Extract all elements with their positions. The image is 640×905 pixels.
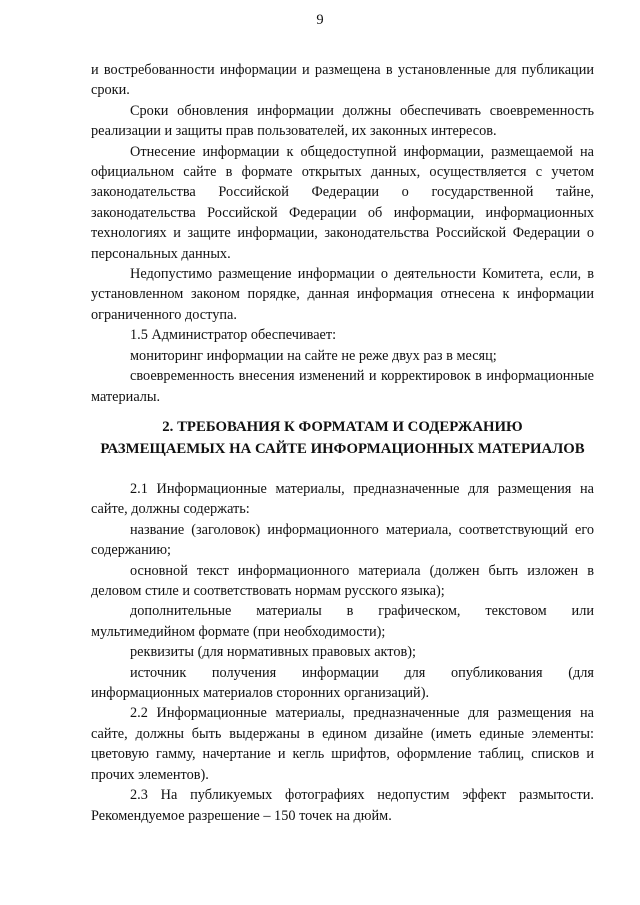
paragraph-open-data: Отнесение информации к общедоступной информации, размещаемой на официальном сайте в формате открытых данных, осуществляется с учетом законодательства Российской Федерации о государственной тайне, законодательства Российской Федерации об информации, информационных технологиях и защите информации, законодательства Российской Федерации о персональных данных. [91, 143, 594, 262]
heading-line-2: РАЗМЕЩАЕМЫХ НА САЙТЕ ИНФОРМАЦИОННЫХ МАТЕРИАЛОВ [100, 441, 585, 457]
paragraph-update-terms: Сроки обновления информации должны обеспечивать своевременность реализации и защиты прав пользователей, их законных интересов. [91, 102, 594, 140]
page-number: 9 [316, 12, 324, 28]
paragraph-title-item: название (заголовок) информационного материала, соответствующий его содержанию; [91, 521, 594, 559]
paragraph-2-3: 2.3 На публикуемых фотографиях недопустим эффект размытости. Рекомендуемое разрешение – 150 точек на дюйм. [91, 787, 594, 824]
section-1-body [91, 60, 594, 407]
paragraph-timely-updates: своевременность внесения изменений и корректировок в информационные материалы. [91, 368, 594, 405]
paragraph-monitoring: мониторинг информации на сайте не реже двух раз в месяц; [130, 347, 497, 364]
paragraph-restricted-info: Недопустимо размещение информации о деятельности Комитета, если, в установленном законом порядке, данная информация отнесена к информации ограниченного доступа. [91, 266, 594, 323]
paragraph-additional-materials-item: дополнительные материалы в графическом, текстовом или мультимедийном формате (при необходимости); [91, 603, 594, 640]
paragraph-main-text-item: основной текст информационного материала (должен быть изложен в деловом стиле и соответствовать нормам русского языка); [91, 562, 594, 600]
paragraph-2-2: 2.2 Информационные материалы, предназначенные для размещения на сайте, должны быть выдержаны в едином дизайне (иметь единые элементы: цветовую гамму, начертание и кегль шрифтов, оформление таблиц, списков и прочих элементов). [91, 705, 594, 783]
heading-line-1: 2. ТРЕБОВАНИЯ К ФОРМАТАМ И СОДЕРЖАНИЮ [162, 419, 523, 435]
paragraph-source-item: источник получения информации для опубликования (для информационных материалов сторонних организаций). [91, 664, 594, 702]
paragraph-2-1: 2.1 Информационные материалы, предназначенные для размещения на сайте, должны содержать: [91, 481, 594, 518]
section-2-body [91, 479, 594, 826]
paragraph-requisites-item: реквизиты (для нормативных правовых актов); [130, 644, 416, 661]
paragraph-continuation: и востребованности информации и размещена в установленные для публикации сроки. [91, 62, 594, 99]
paragraph-admin-duties: 1.5 Администратор обеспечивает: [130, 327, 337, 344]
section-2-heading [91, 416, 594, 460]
